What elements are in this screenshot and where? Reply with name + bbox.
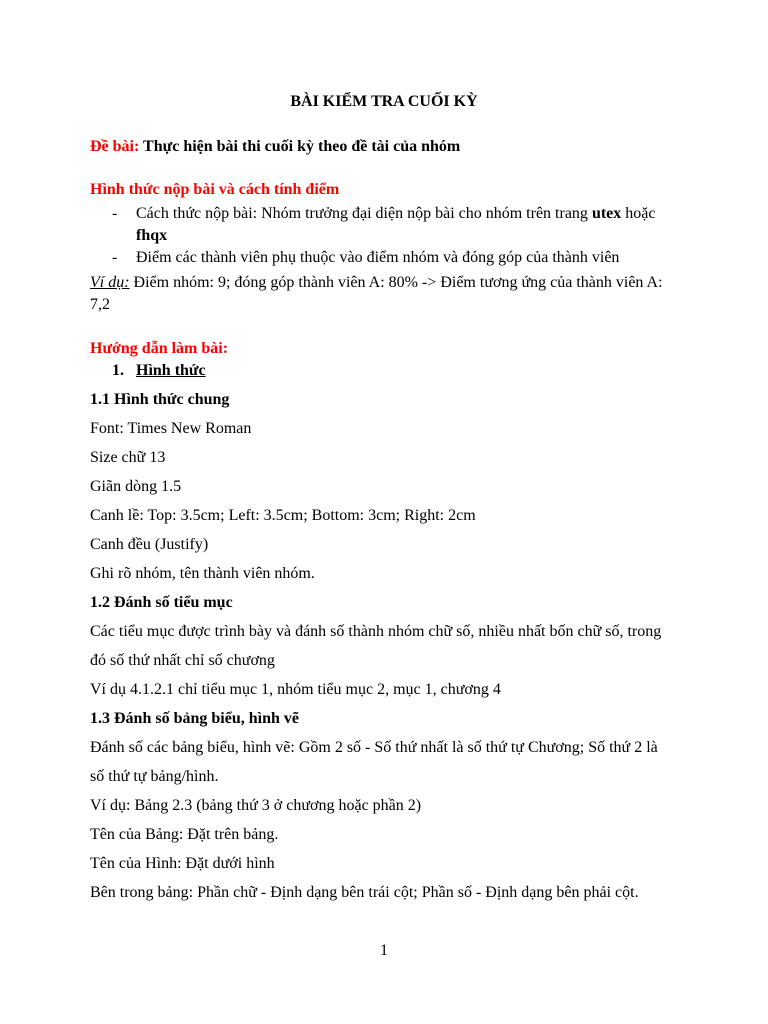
body-line: Các tiểu mục được trình bày và đánh số thành nhóm chữ số, nhiều nhất bốn chữ số, trong — [90, 623, 662, 640]
body-line: Giãn dòng 1.5 — [90, 478, 182, 495]
bullet-bold-text: utex — [591, 205, 622, 222]
example-label: Ví dụ: — [90, 274, 130, 291]
document-title: BÀI KIỂM TRA CUỐI KỲ — [290, 93, 478, 110]
body-line: Ví dụ 4.1.2.1 chỉ tiểu mục 1, nhóm tiểu mục 2, mục 1, chương 4 — [90, 681, 501, 698]
bullet-dash: - — [112, 205, 118, 222]
body-line: Tên của Bảng: Đặt trên bảng. — [90, 826, 279, 843]
page-number: 1 — [380, 942, 388, 959]
bullet-text: hoặc — [621, 205, 656, 222]
bullet-item — [136, 204, 655, 224]
subsection-title: 1.2 Đánh số tiểu mục — [90, 594, 233, 611]
body-line: Canh lề: Top: 3.5cm; Left: 3.5cm; Bottom: 3cm; Right: 2cm — [90, 507, 476, 524]
body-line: Đánh số các bảng biểu, hình vẽ: Gồm 2 số - Số thứ nhất là số thứ tự Chương; Số thứ 2 là — [90, 739, 658, 756]
bullet-dash: - — [112, 249, 118, 266]
example-text: 7,2 — [90, 296, 110, 313]
body-line: Tên của Hình: Đặt dưới hình — [90, 855, 275, 872]
bullet-item: Điểm các thành viên phụ thuộc vào điểm nhóm và đóng góp của thành viên — [136, 249, 620, 266]
body-line: Font: Times New Roman — [90, 420, 252, 437]
body-line: Size chữ 13 — [90, 449, 166, 466]
example-text: Điểm nhóm: 9; đóng góp thành viên A: 80% -> Điểm tương ứng của thành viên A: — [129, 274, 663, 291]
bullet-bold-text: fhqx — [136, 227, 168, 244]
body-line: Bên trong bảng: Phần chữ - Định dạng bên trái cột; Phần số - Định dạng bên phải cột. — [90, 884, 639, 901]
bullet-text: Cách thức nộp bài: Nhóm trưởng đại diện nộp bài cho nhóm trên trang — [136, 205, 592, 222]
de-bai-line — [90, 137, 460, 157]
example-line — [90, 273, 663, 293]
section-title: Hình thức — [136, 362, 206, 379]
guide-heading: Hướng dẫn làm bài: — [90, 340, 229, 357]
subsection-title: 1.3 Đánh số bảng biểu, hình vẽ — [90, 710, 299, 727]
de-bai-text: Thực hiện bài thi cuối kỳ theo đề tài của nhóm — [139, 138, 461, 155]
subsection-title: 1.1 Hình thức chung — [90, 391, 230, 408]
submission-heading: Hình thức nộp bài và cách tính điểm — [90, 181, 340, 198]
body-line: Canh đều (Justify) — [90, 536, 209, 553]
body-line: Ví dụ: Bảng 2.3 (bảng thứ 3 ở chương hoặc phần 2) — [90, 797, 422, 814]
de-bai-label: Đề bài: — [90, 138, 140, 155]
section-number: 1. — [112, 362, 124, 379]
body-line: Ghi rõ nhóm, tên thành viên nhóm. — [90, 565, 315, 582]
body-line: số thứ tự bảng/hình. — [90, 768, 219, 785]
body-line: đó số thứ nhất chỉ số chương — [90, 652, 275, 669]
